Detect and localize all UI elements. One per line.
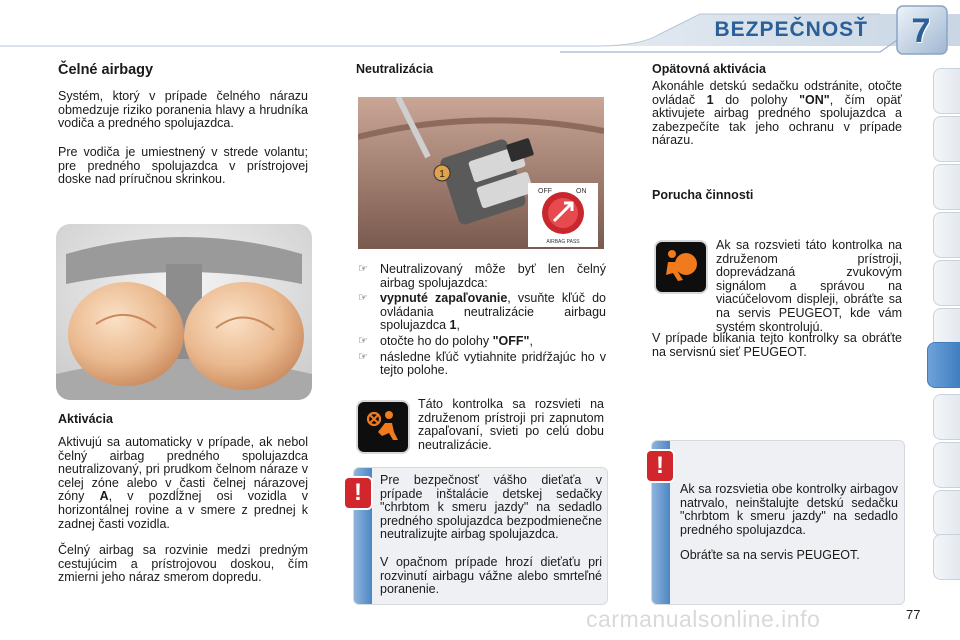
bullet-icon: ☞: [358, 292, 368, 305]
chapter-tab-2[interactable]: [933, 116, 960, 162]
child-seat-warning-text-2: V opačnom prípade hrozí dieťaťu pri rozvinutí airbagu vážne alebo smrteľné poranenie.: [380, 555, 602, 597]
bullet-icon: ☞: [358, 334, 368, 347]
bullet-icon: ☞: [358, 263, 368, 275]
section-title-reactivation: Opätovná aktivácia: [652, 62, 766, 76]
step-1: ☞ Neutralizovaný môže byť len čelný airbag spolujazdca:: [358, 262, 606, 290]
chapter-tab-11[interactable]: [933, 534, 960, 580]
airbag-off-warning-lamp-icon: [358, 402, 408, 452]
step-3: ☞ otočte ho do polohy "OFF",: [358, 333, 533, 348]
airbag-key-switch-photo: [358, 97, 604, 249]
activation-paragraph-1: Aktivujú sa automaticky v prípade, ak nebol čelný airbag predného spolujazdca neutralizovaný, pri prudkom čelnom náraze v celej zóne alebo v časti čelnej nárazovej zóny A, v pozdĺžnej osi vozidla v horizontálnej rovine a v smere z prednej k zadnej časti vozidla.: [58, 435, 308, 531]
chapter-tab-7-active[interactable]: [927, 342, 960, 388]
watermark: carmanualsonline.info: [586, 606, 821, 632]
airbag-pass-label: AIRBAG PASS: [546, 239, 580, 245]
step-4: ☞ následne kľúč vytiahnite pridŕžajúc ho v tejto polohe.: [358, 349, 606, 378]
reactivation-paragraph: Akonáhle detskú sedačku odstránite, otočte ovládač 1 do polohy "ON", čím opäť aktivujete airbag predného spolujazdca a zabezpečíte tak jeho ochranu v prípade nárazu.: [652, 79, 902, 148]
chapter-tab-8[interactable]: [933, 394, 960, 440]
chapter-tab-5[interactable]: [933, 260, 960, 306]
bullet-icon: ☞: [358, 350, 368, 363]
lamp-neutralization-note: Táto kontrolka sa rozsvieti na združenom prístroji pri zapnutom zapaľovaní, svieti po celú dobu neutralizácie.: [418, 397, 604, 452]
chapter-tab-1[interactable]: [933, 68, 960, 114]
chapter-tab-10[interactable]: [933, 490, 960, 536]
switch-on-label: ON: [576, 188, 587, 195]
chapter-number: 7: [911, 12, 931, 50]
section-title-frontal-airbags: Čelné airbagy: [58, 62, 154, 78]
neutralization-steps: [356, 263, 606, 380]
chapter-tabs: [930, 68, 960, 578]
section-title-neutralization: Neutralizácia: [356, 62, 434, 76]
airbag-lamps-warning-text-1: Ak sa rozsvietia obe kontrolky airbagov natrvalo, neinštalujte detskú sedačku "chrbtom k smeru jazdy" na sedadlo predného spolujazdca.: [680, 482, 898, 537]
section-title-activation: Aktivácia: [58, 412, 113, 426]
callout-number: 1: [439, 169, 445, 180]
malfunction-paragraph-2: V prípade blikania tejto kontrolky sa obráťte na servisnú sieť PEUGEOT.: [652, 331, 902, 359]
switch-off-label: OFF: [538, 188, 552, 195]
warning-exclamation-icon: !: [345, 478, 371, 508]
child-seat-warning-box: [353, 467, 608, 605]
airbag-lamps-warning-box: [651, 440, 905, 605]
child-seat-warning-text-1: Pre bezpečnosť vášho dieťaťa v prípade inštalácie detskej sedačky "chrbtom k smeru jazdy" na sedadlo predného spolujazdca bezpodmienečne neutralizujte airbag spolujazdca.: [380, 473, 602, 542]
intro-paragraph-1: Systém, ktorý v prípade čelného nárazu obmedzuje riziko poranenia hlavy a hrudníka vodiča a predného spolujazdca.: [58, 89, 308, 131]
malfunction-paragraph-1: Ak sa rozsvieti táto kontrolka na združenom prístroji, doprevádzaná zvukovým signálom a správou na viacúčelovom displeji, obráťte sa na servis PEUGEOT, kde vám systém skontrolujú.: [716, 238, 902, 334]
page-number: 77: [906, 607, 921, 622]
activation-paragraph-2: Čelný airbag sa rozvinie medzi predným cestujúcim a prístrojovou doskou, čím zmierni jeho náraz smerom dopredu.: [58, 543, 308, 585]
section-title-malfunction: Porucha činnosti: [652, 188, 754, 202]
chapter-tab-4[interactable]: [933, 212, 960, 258]
chapter-tab-3[interactable]: [933, 164, 960, 210]
chapter-tab-9[interactable]: [933, 442, 960, 488]
intro-paragraph-2: Pre vodiča je umiestnený v strede volantu; pre predného spolujazdca v prístrojovej doske nad príručnou skrinkou.: [58, 145, 308, 187]
airbag-deployment-illustration: [56, 224, 312, 400]
warning-exclamation-icon: !: [647, 451, 673, 481]
step-2: ☞ vypnuté zapaľovanie, vsuňte kľúč do ovládania neutralizácie airbagu spolujazdca 1,: [358, 291, 606, 333]
airbag-lamps-warning-text-2: Obráťte sa na servis PEUGEOT.: [680, 548, 860, 562]
airbag-fault-warning-lamp-icon: [656, 242, 706, 292]
page-title: BEZPEČNOSŤ: [714, 18, 868, 41]
